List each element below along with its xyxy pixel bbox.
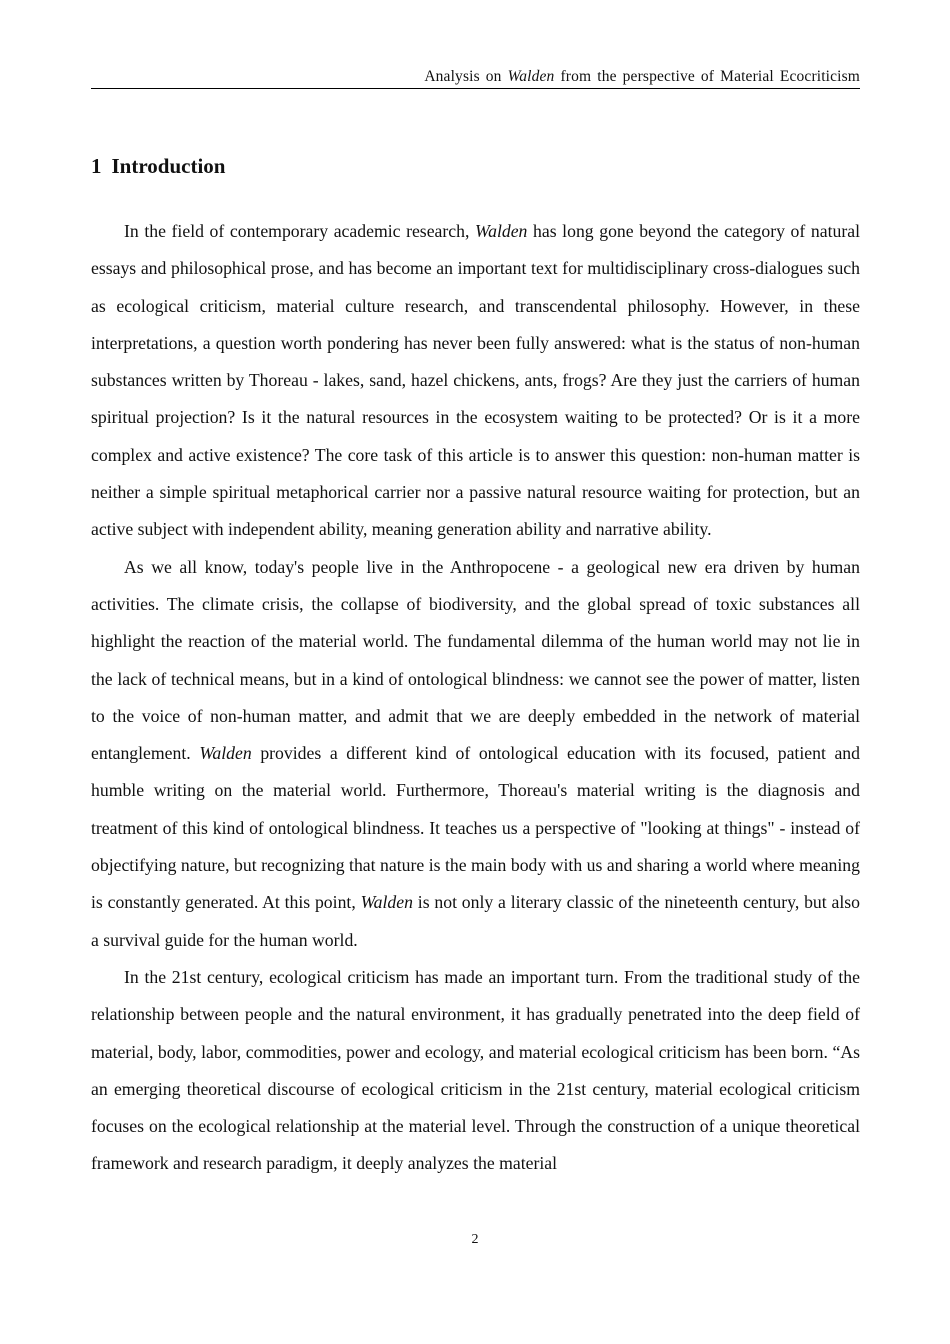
header-prefix: Analysis on [424, 68, 502, 85]
section-number: 1 [91, 154, 102, 178]
page-number: 2 [471, 1232, 479, 1247]
paragraph-text: provides a different kind of ontological education with its focused, patient and humble writing on the material world. Furthermore, Thoreau's material writing is the diagnosis and treatment of this kind of ontological blindness. It teaches us a perspective of "looking at things" - instead of objectifying nature, but recognizing that nature is the main body with us and sharing a world where meaning is constantly generated. At this point, [91, 743, 860, 913]
paragraph-italic-title: Walden [475, 221, 528, 241]
paragraph [91, 959, 860, 1183]
section-heading [91, 154, 225, 179]
paragraph-italic-title: Walden [199, 743, 252, 764]
paragraph [91, 213, 860, 549]
header-rule [91, 88, 860, 89]
paragraph-text: In the field of contemporary academic research, [124, 221, 475, 241]
paragraph-text: In the 21st century, ecological criticism has made an important turn. From the traditional study of the relationship between people and the natural environment, it has gradually penetrated into the deep field of material, body, labor, commodities, power and ecology, and material ecological criticism has been born. “As an emerging theoretical discourse of ecological criticism in the 21st century, material ecological criticism focuses on the ecological relationship at the material level. Through the construction of a unique theoretical framework and research paradigm, it deeply analyzes the material [91, 966, 860, 1174]
section-title: Introduction [111, 154, 226, 178]
paragraph-italic-title: Walden [360, 892, 413, 913]
header-suffix: from the perspective of Material Ecocriticism [560, 68, 860, 85]
header-title-italic: Walden [507, 68, 555, 85]
paragraph-text: is not only a literary classic of the nineteenth century, but also a survival guide for the human world. [91, 892, 860, 950]
body-text [91, 213, 860, 1183]
paragraph-text: has long gone beyond the category of natural essays and philosophical prose, and has become an important text for multidisciplinary cross-dialogues such as ecological criticism, material culture research, and transcendental philosophy. However, in these interpretations, a question worth pondering has never been fully answered: what is the status of non-human substances written by Thoreau - lakes, sand, hazel chickens, ants, frogs? Are they just the carriers of human spiritual projection? Is it the natural resources in the ecosystem waiting to be protected? Or is it a more complex and active existence? The core task of this article is to answer this question: non-human matter is neither a simple spiritual metaphorical carrier nor a passive natural resource waiting for protection, but an active subject with independent ability, meaning generation ability and narrative ability. [91, 221, 861, 540]
paragraph [91, 549, 860, 959]
paragraph-text: As we all know, today's people live in the Anthropocene - a geological new era driven by human activities. The climate crisis, the collapse of biodiversity, and the global spread of toxic substances all highlight the reaction of the material world. The fundamental dilemma of the human world may not lie in the lack of technical means, but in a kind of ontological blindness: we cannot see the power of matter, listen to the voice of non-human matter, and admit that we are deeply embedded in the network of material entanglement. [91, 556, 860, 764]
running-header [91, 68, 860, 86]
